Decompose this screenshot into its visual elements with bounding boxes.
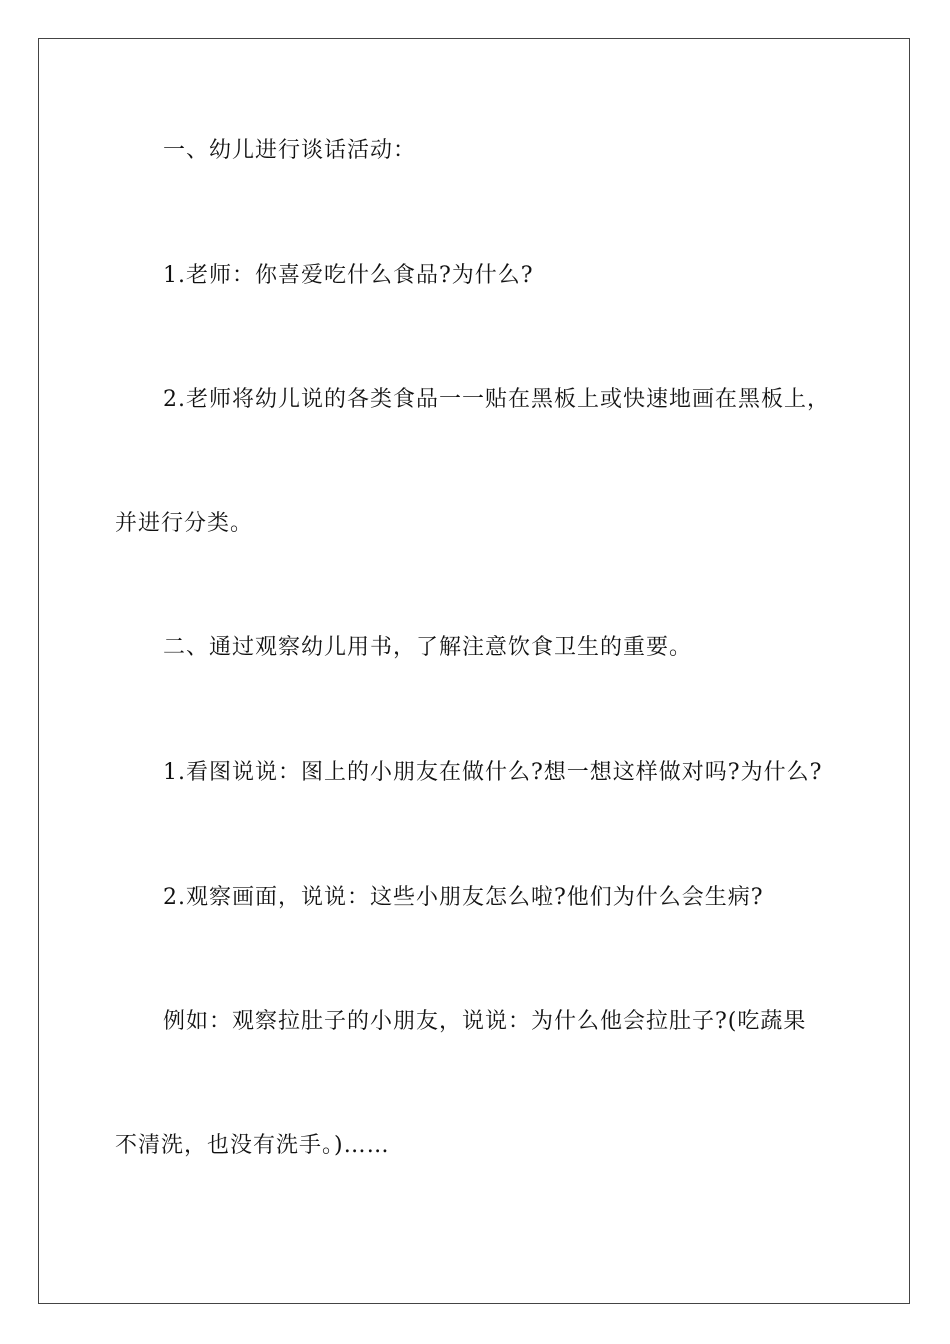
example-paragraph-continuation: 不清洗，也没有洗手。)…… <box>115 1133 390 1158</box>
list-item: 1.老师：你喜爱吃什么食品?为什么? <box>163 263 534 288</box>
list-item: 2.老师将幼儿说的各类食品一一贴在黑板上或快速地画在黑板上， <box>163 387 830 412</box>
list-item-continuation: 并进行分类。 <box>115 511 254 536</box>
section-heading-2: 二、通过观察幼儿用书，了解注意饮食卫生的重要。 <box>163 635 693 660</box>
list-item: 1.看图说说：图上的小朋友在做什么?想一想这样做对吗?为什么? <box>163 760 823 785</box>
section-heading-1: 一、幼儿进行谈话活动： <box>163 138 417 163</box>
list-item: 2.观察画面，说说：这些小朋友怎么啦?他们为什么会生病? <box>163 885 764 910</box>
example-paragraph: 例如：观察拉肚子的小朋友，说说：为什么他会拉肚子?(吃蔬果 <box>163 1009 807 1034</box>
page-border <box>38 38 910 1304</box>
